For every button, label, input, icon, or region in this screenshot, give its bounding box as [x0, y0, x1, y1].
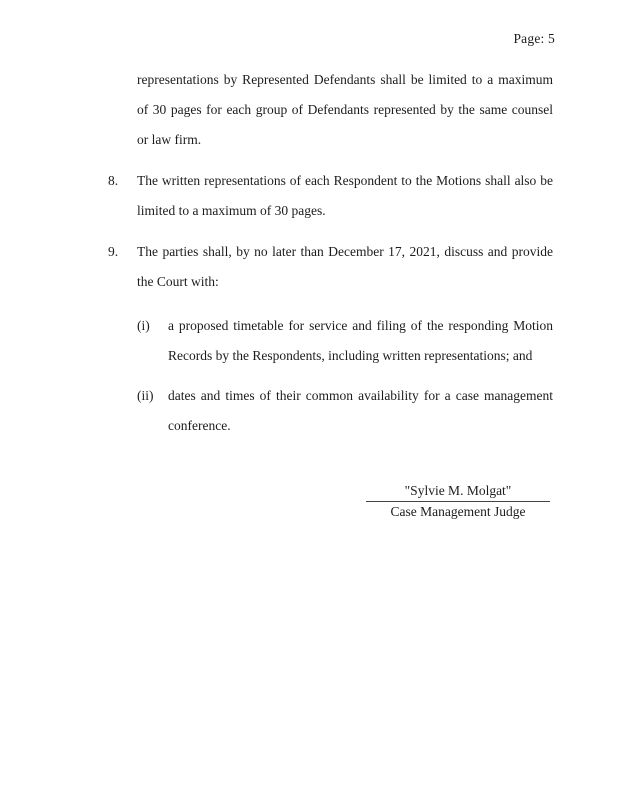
numbered-item-8	[108, 166, 553, 226]
item-number: 9.	[108, 244, 119, 259]
item-text: The parties shall, by no later than December 17, 2021, discuss and provide the Court with:	[137, 244, 553, 289]
item-number: 8.	[108, 173, 119, 188]
paragraph-continuation: representations by Represented Defendants shall be limited to a maximum of 30 pages for each group of Defendants represented by the same counsel or law firm.	[137, 72, 553, 147]
subitem-text: a proposed timetable for service and filing of the responding Motion Records by the Respondents, including written representations; and	[168, 318, 553, 363]
signature-name: "Sylvie M. Molgat"	[366, 482, 550, 502]
numbered-item-9	[108, 237, 553, 297]
page-number: Page: 5	[513, 31, 555, 46]
document-body	[108, 65, 553, 520]
item-text: The written representations of each Respondent to the Motions shall also be limited to a maximum of 30 pages.	[137, 173, 553, 218]
subitem-ii	[137, 381, 553, 441]
subitem-label: (i)	[137, 318, 150, 333]
signature-title: Case Management Judge	[390, 504, 526, 519]
subitem-label: (ii)	[137, 388, 154, 403]
subitem-text: dates and times of their common availability for a case management conference.	[168, 388, 553, 433]
subitem-i	[137, 311, 553, 371]
signature-block	[366, 482, 550, 520]
